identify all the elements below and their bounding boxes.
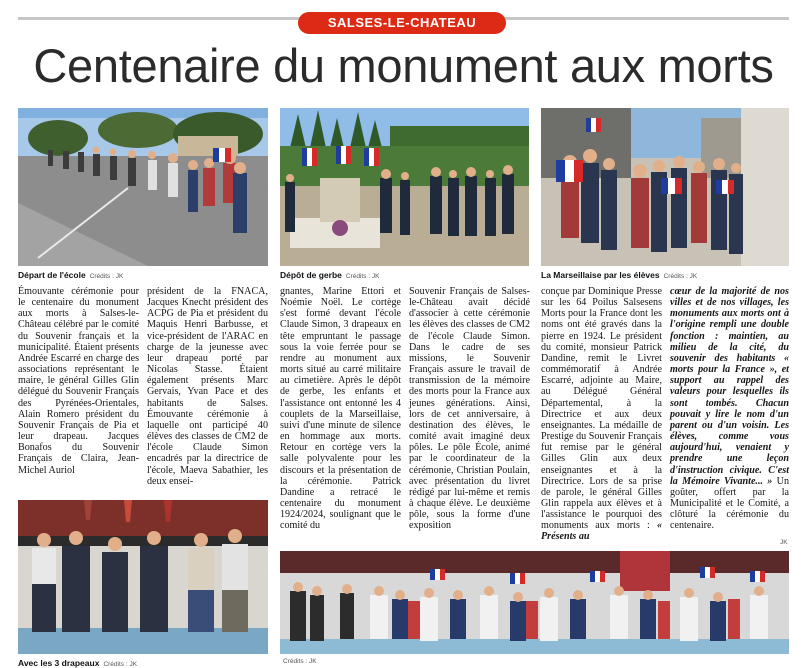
photo-credit: Crédits : JK: [89, 273, 124, 280]
article-column-3: gnantes, Marine Ettori et Noémie Noël. Le cortège s'est formé devant l'école Claude Simon, 3 drapeaux en tête empruntant le passage sous la voie ferrée pour se rendre au monument aux morts situé au carré militaire au cimetière. Après le dépôt de gerbe, les enfants et l'assistance ont entonné les 4 couplets de la Marseillaise, suivi d'une minute de silence en hommage aux morts. Retour en cortège vers la salle polyvalente pour les discours et la présentation de la cérémonie. Patrick Dandine a retracé le centenaire du monument 1924/2024, soulignant que le comité du: [280, 286, 401, 532]
caption-marseillaise: La Marseillaise par les élèves Crédits : JK: [541, 270, 698, 280]
photo-depot-gerbe: [280, 108, 529, 266]
photo-credit: Crédits : JK: [345, 273, 380, 280]
section-rubric: SALSES-LE-CHATEAU: [298, 12, 506, 34]
article-column-5: conçue par Dominique Presse sur les 64 Poilus Salsesens Morts pour la France dont les noms ont été gravés dans la pierre en 1924. Le président du comité, monsieur Patrick Dandine, remit le Livret commémoratif à Andrée Escarré, adjointe au Maire, au Délégué Général Départemental, à la Directrice et aux deux enseignantes. La médaille de Prestige du Souvenir Français fut remise par le général Gilles Glin aux deux enseignantes et à la Directrice. Lors de sa prise de parole, le général Gilles Glin rappela aux élèves et à l'assistance le pourquoi des monuments aux morts : « Présents au: [541, 286, 662, 543]
caption-depart-ecole: Départ de l'école Crédits : JK: [18, 270, 124, 280]
photo-trois-drapeaux: [18, 500, 268, 654]
photo-credit: JK: [780, 539, 788, 546]
photo-credit: Crédits : JK: [103, 661, 138, 668]
article-column-2: président de la FNACA, Jacques Knecht président des ACPG de Pia et président du Maquis Henri Barbusse, et vice-président de l'ARAC en charge de la jeunesse avec leur drapeau porté par Nicolas Stasse. Étaient également présents Marc Gervais, Yvan Pace et des habitants de Salses. Émouvante cérémonie à laquelle ont participé 40 élèves des classes de CM2 de l'école Claude Simon encadrés par la directrice de l'école, Maeva Sabathier, les deux ensei-: [147, 286, 268, 487]
photo-credit: Crédits : JK: [663, 273, 698, 280]
photo-credit: Crédits : JK: [283, 658, 317, 665]
photo-groupe-eleves: [280, 551, 789, 654]
article-column-6: cœur de la majorité de nos villes et de nos villages, les monuments aux morts ont à l'origine rempli une double fonction : maintien, au milieu de la cité, du souvenir des habitants « morts pour la France », et support au rappel des valeurs pour lesquelles ils sont tombés. Chacun pouvait y lire le nom d'un parent ou d'un voisin. Les élèves, comme vous aujourd'hui, venaient y prendre une leçon d'instruction civique. C'est la Mémoire Vivante... » Un goûter, offert par la Municipalité et le Comité, a clôturé la cérémonie du centenaire.: [670, 286, 789, 532]
caption-depot-gerbe: Dépôt de gerbe Crédits : JK: [280, 270, 380, 280]
photo-depart-ecole: [18, 108, 268, 266]
article-headline: Centenaire du monument aux morts: [33, 39, 774, 92]
caption-trois-drapeaux: Avec les 3 drapeaux Crédits : JK: [18, 658, 138, 668]
article-column-1: Émouvante cérémonie pour le centenaire du monument aux morts à Salses-le-Château célébré par le comité du Souvenir français et la municipalité. Étaient présents Andrée Escarré en charge des associations représentant le maire, le général Gilles Glin délégué du Souvenir Français des Pyrénées-Orientales, Alain Romero président du Souvenir Français de Pia et leur drapeau. Jacques Bonafos du Souvenir Français de Claira, Jean-Michel Auriol: [18, 286, 139, 476]
article-column-4: Souvenir Français de Salses-le-Château avait décidé d'associer à cette cérémonie les élèves des classes de CM2 de l'école Claude Simon. Dans le cadre de ses missions, le Souvenir Français assure le travail de transmission de la mémoire des morts pour la France aux jeunes générations. Ainsi, lors de cet anniversaire, à destination des élèves, le comité avait imaginé deux pôles. Le pôle École, animé par le coordinateur de la cérémonie, Christian Poulain, avec présentation du livret rédigé par lui-même et remis à chaque élève. Le deuxième pôle, sous la forme d'une exposition: [409, 286, 530, 532]
photo-marseillaise: [541, 108, 789, 266]
